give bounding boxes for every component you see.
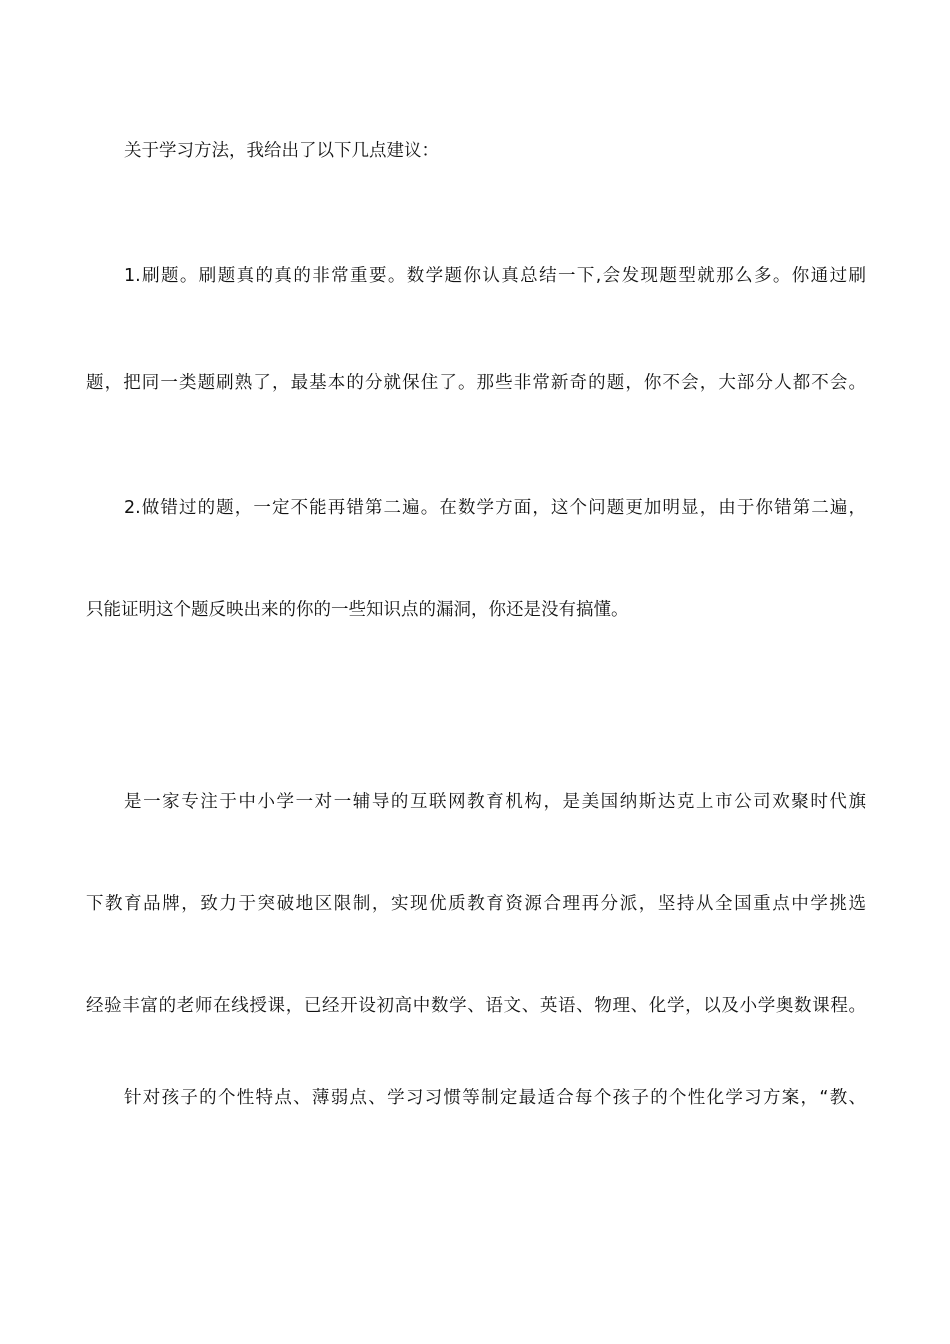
about-line-2: 下教育品牌，致力于突破地区限制，实现优质教育资源合理再分派，坚持从全国重点中学挑选 [86,894,866,914]
tip-1-line-1: 1.刷题。刷题真的真的非常重要。数学题你认真总结一下,会发现题型就那么多。你通过刷 [124,266,866,286]
custom-plan-line-1: 针对孩子的个性特点、薄弱点、学习习惯等制定最适合每个孩子的个性化学习方案，“教、 [124,1088,866,1108]
intro-paragraph: 关于学习方法，我给出了以下几点建议： [124,141,439,161]
about-line-3: 经验丰富的老师在线授课，已经开设初高中数学、语文、英语、物理、化学，以及小学奥数课程。 [86,996,866,1016]
tip-1-line-2: 题，把同一类题刷熟了，最基本的分就保住了。那些非常新奇的题，你不会，大部分人都不会。 [86,373,866,393]
tip-2-line-1: 2.做错过的题，一定不能再错第二遍。在数学方面，这个问题更加明显，由于你错第二遍， [124,498,866,518]
about-line-1: 是一家专注于中小学一对一辅导的互联网教育机构，是美国纳斯达克上市公司欢聚时代旗 [124,792,866,812]
tip-2-line-2: 只能证明这个题反映出来的你的一些知识点的漏洞，你还是没有搞懂。 [86,600,629,620]
